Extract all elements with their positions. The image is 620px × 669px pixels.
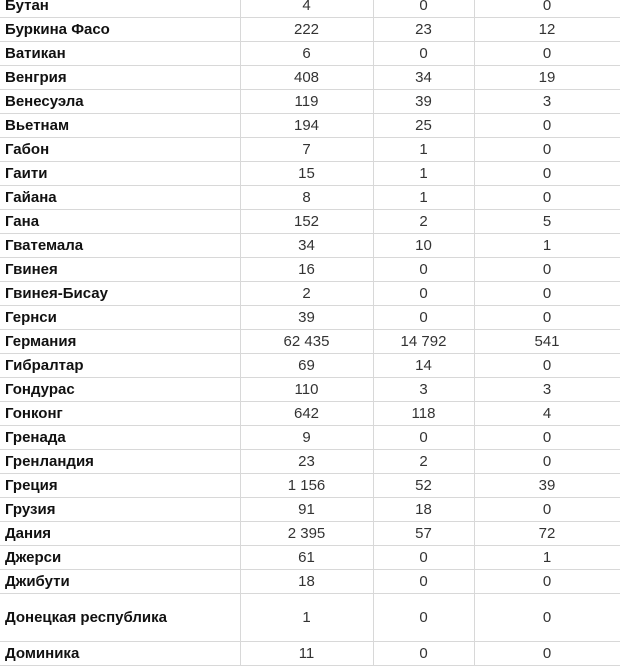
value-cell: 23 <box>240 450 373 474</box>
value-cell: 0 <box>373 0 474 18</box>
value-cell: 0 <box>474 426 620 450</box>
country-cell: Джибути <box>0 570 240 594</box>
value-cell: 1 <box>240 594 373 642</box>
table-row <box>0 162 620 186</box>
table-row <box>0 594 620 642</box>
country-cell: Германия <box>0 330 240 354</box>
value-cell: 34 <box>240 234 373 258</box>
value-cell: 0 <box>474 42 620 66</box>
value-cell: 541 <box>474 330 620 354</box>
value-cell: 23 <box>373 18 474 42</box>
value-cell: 642 <box>240 402 373 426</box>
value-cell: 52 <box>373 474 474 498</box>
table-row <box>0 402 620 426</box>
table-row <box>0 546 620 570</box>
value-cell: 39 <box>474 474 620 498</box>
table-row <box>0 330 620 354</box>
value-cell: 15 <box>240 162 373 186</box>
value-cell: 16 <box>240 258 373 282</box>
value-cell: 18 <box>240 570 373 594</box>
value-cell: 6 <box>240 42 373 66</box>
country-cell: Гонконг <box>0 402 240 426</box>
value-cell: 34 <box>373 66 474 90</box>
table-row <box>0 42 620 66</box>
country-cell: Грузия <box>0 498 240 522</box>
value-cell: 1 <box>474 546 620 570</box>
value-cell: 119 <box>240 90 373 114</box>
value-cell: 0 <box>474 138 620 162</box>
value-cell: 11 <box>240 642 373 666</box>
value-cell: 0 <box>474 450 620 474</box>
value-cell: 0 <box>373 570 474 594</box>
value-cell: 1 <box>373 186 474 210</box>
value-cell: 0 <box>373 42 474 66</box>
value-cell: 3 <box>474 378 620 402</box>
value-cell: 0 <box>474 114 620 138</box>
table-row <box>0 234 620 258</box>
country-cell: Буркина Фасо <box>0 18 240 42</box>
value-cell: 408 <box>240 66 373 90</box>
country-cell: Венгрия <box>0 66 240 90</box>
value-cell: 2 <box>240 282 373 306</box>
value-cell: 0 <box>474 642 620 666</box>
value-cell: 0 <box>474 282 620 306</box>
country-cell: Венесуэла <box>0 90 240 114</box>
country-cell: Греция <box>0 474 240 498</box>
value-cell: 0 <box>474 570 620 594</box>
value-cell: 0 <box>474 186 620 210</box>
country-cell: Вьетнам <box>0 114 240 138</box>
table-row <box>0 66 620 90</box>
value-cell: 1 <box>373 138 474 162</box>
value-cell: 19 <box>474 66 620 90</box>
country-cell: Донецкая республика <box>0 594 240 642</box>
country-cell: Гвинея <box>0 258 240 282</box>
value-cell: 91 <box>240 498 373 522</box>
country-cell: Гватемала <box>0 234 240 258</box>
country-cell: Гренада <box>0 426 240 450</box>
country-cell: Гвинея-Бисау <box>0 282 240 306</box>
value-cell: 1 156 <box>240 474 373 498</box>
value-cell: 2 395 <box>240 522 373 546</box>
table-row <box>0 0 620 18</box>
value-cell: 0 <box>373 306 474 330</box>
table-row <box>0 210 620 234</box>
table-row <box>0 18 620 42</box>
value-cell: 61 <box>240 546 373 570</box>
value-cell: 18 <box>373 498 474 522</box>
value-cell: 152 <box>240 210 373 234</box>
country-cell: Бутан <box>0 0 240 18</box>
value-cell: 8 <box>240 186 373 210</box>
country-cell: Гернси <box>0 306 240 330</box>
value-cell: 10 <box>373 234 474 258</box>
country-cell: Гренландия <box>0 450 240 474</box>
table-row <box>0 378 620 402</box>
value-cell: 1 <box>373 162 474 186</box>
table-row <box>0 474 620 498</box>
country-cell: Габон <box>0 138 240 162</box>
value-cell: 62 435 <box>240 330 373 354</box>
country-cell: Гана <box>0 210 240 234</box>
country-cell: Дания <box>0 522 240 546</box>
table-row <box>0 282 620 306</box>
country-cell: Доминика <box>0 642 240 666</box>
value-cell: 0 <box>373 282 474 306</box>
table-row <box>0 258 620 282</box>
value-cell: 0 <box>474 498 620 522</box>
country-cell: Гондурас <box>0 378 240 402</box>
value-cell: 0 <box>474 0 620 18</box>
table-row <box>0 138 620 162</box>
value-cell: 0 <box>373 642 474 666</box>
value-cell: 7 <box>240 138 373 162</box>
value-cell: 0 <box>474 258 620 282</box>
value-cell: 2 <box>373 450 474 474</box>
value-cell: 25 <box>373 114 474 138</box>
value-cell: 12 <box>474 18 620 42</box>
value-cell: 72 <box>474 522 620 546</box>
value-cell: 14 <box>373 354 474 378</box>
table-row <box>0 186 620 210</box>
value-cell: 118 <box>373 402 474 426</box>
value-cell: 0 <box>373 258 474 282</box>
value-cell: 57 <box>373 522 474 546</box>
value-cell: 0 <box>373 546 474 570</box>
value-cell: 0 <box>373 426 474 450</box>
value-cell: 0 <box>474 354 620 378</box>
country-cell: Гайана <box>0 186 240 210</box>
value-cell: 5 <box>474 210 620 234</box>
value-cell: 39 <box>373 90 474 114</box>
value-cell: 14 792 <box>373 330 474 354</box>
value-cell: 3 <box>474 90 620 114</box>
value-cell: 110 <box>240 378 373 402</box>
table-row <box>0 450 620 474</box>
value-cell: 2 <box>373 210 474 234</box>
table-row <box>0 522 620 546</box>
value-cell: 9 <box>240 426 373 450</box>
value-cell: 1 <box>474 234 620 258</box>
table-row <box>0 90 620 114</box>
value-cell: 69 <box>240 354 373 378</box>
value-cell: 3 <box>373 378 474 402</box>
value-cell: 0 <box>474 594 620 642</box>
value-cell: 0 <box>474 306 620 330</box>
value-cell: 39 <box>240 306 373 330</box>
country-cell: Гаити <box>0 162 240 186</box>
value-cell: 222 <box>240 18 373 42</box>
table-row <box>0 642 620 666</box>
table-row <box>0 306 620 330</box>
table-row <box>0 354 620 378</box>
value-cell: 4 <box>240 0 373 18</box>
value-cell: 194 <box>240 114 373 138</box>
country-cell: Джерси <box>0 546 240 570</box>
value-cell: 4 <box>474 402 620 426</box>
value-cell: 0 <box>373 594 474 642</box>
country-cell: Ватикан <box>0 42 240 66</box>
table-row <box>0 114 620 138</box>
table-row <box>0 570 620 594</box>
value-cell: 0 <box>474 162 620 186</box>
country-cell: Гибралтар <box>0 354 240 378</box>
table-row <box>0 498 620 522</box>
table-row <box>0 426 620 450</box>
